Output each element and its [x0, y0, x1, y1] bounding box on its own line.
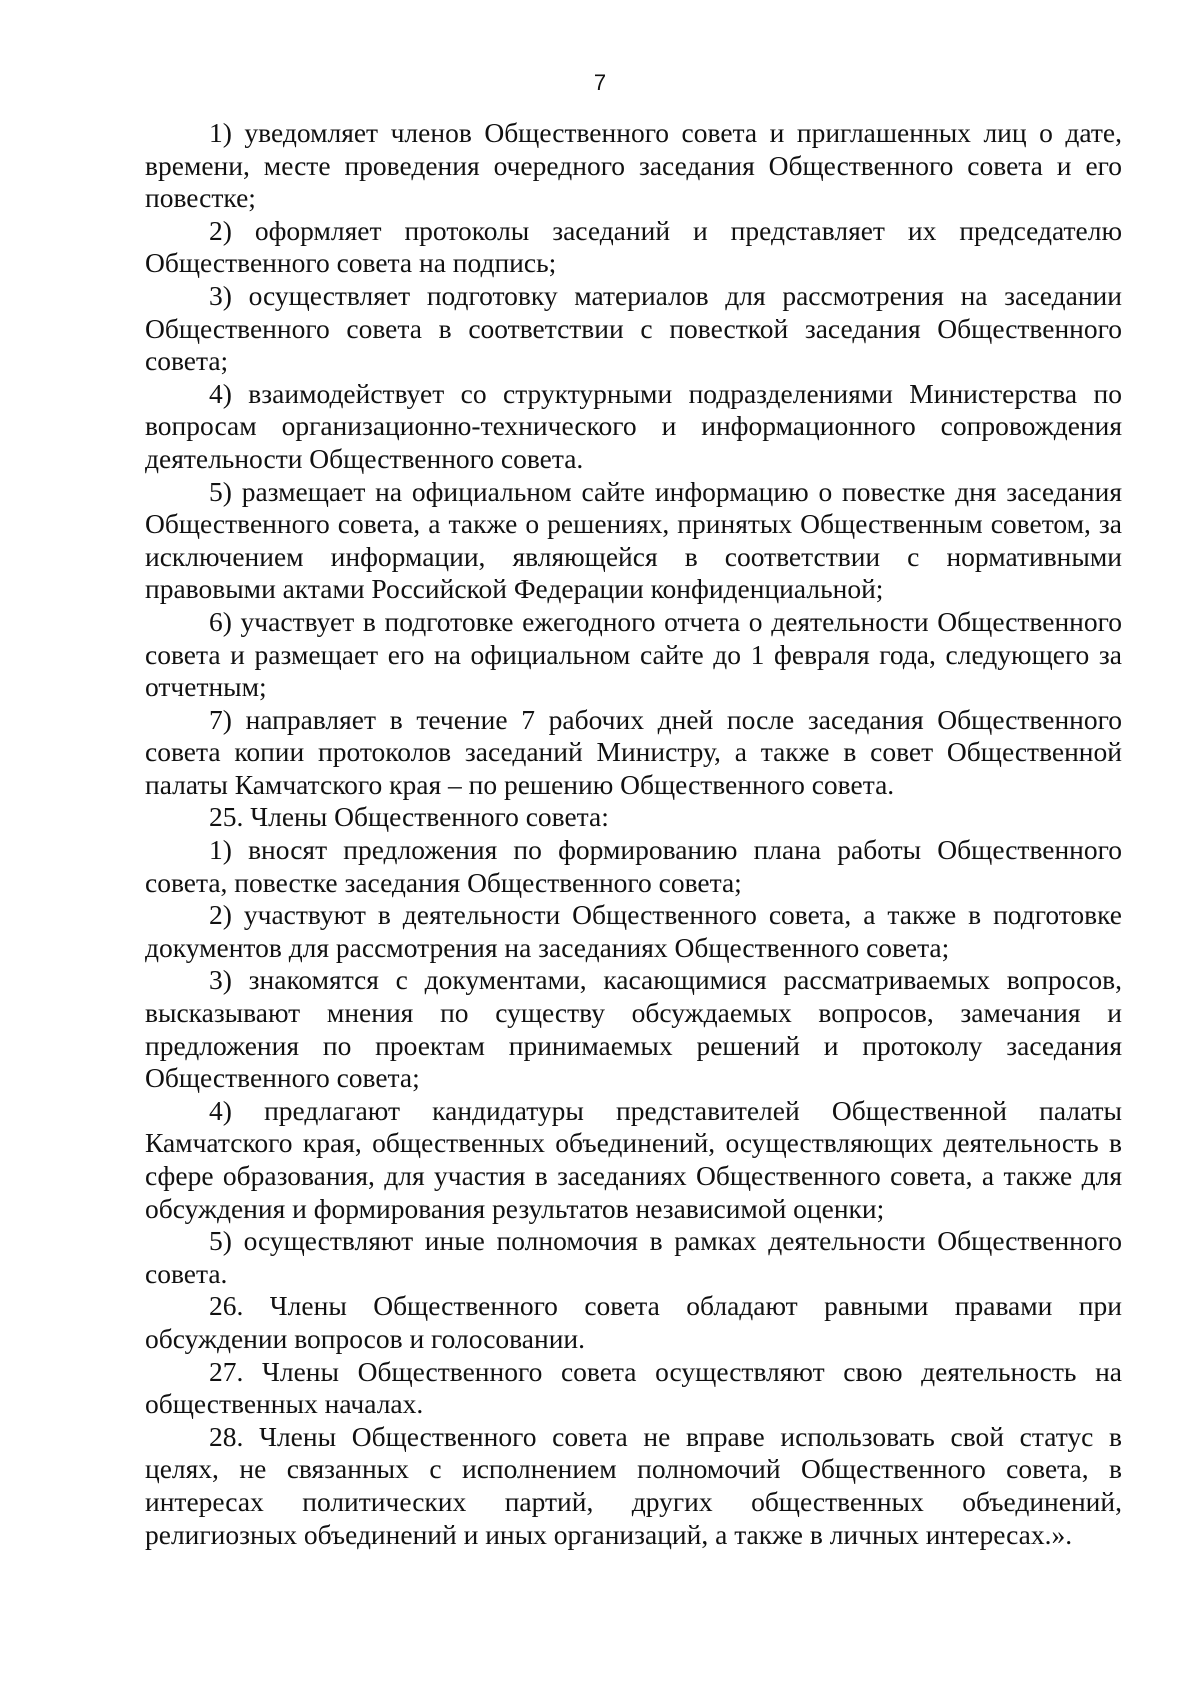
page-number: 7: [593, 70, 607, 95]
paragraph-member-right-4: 4) предлагают кандидатуры представителей Общественной палаты Камчатского края, общественных объединений, осуществляющих деятельность в сфере образования, для участия в заседаниях Общественного совета, а также для обсуждения и формирования результатов независимой оценки;: [145, 1094, 1122, 1224]
paragraph-member-right-1: 1) вносят предложения по формированию плана работы Общественного совета, повестке заседания Общественного совета;: [145, 834, 1122, 898]
paragraph-secretary-duty-1: 1) уведомляет членов Общественного совета и приглашенных лиц о дате, времени, месте проведения очередного заседания Общественного совета и его повестке;: [145, 117, 1122, 214]
paragraph-secretary-duty-3: 3) осуществляет подготовку материалов для рассмотрения на заседании Общественного совета в соответствии с повесткой заседания Общественного совета;: [145, 279, 1122, 377]
paragraph-secretary-duty-4: 4) взаимодействует со структурными подразделениями Министерства по вопросам организационно-технического и информационного сопровождения деятельности Общественного совета.: [145, 377, 1122, 474]
paragraph-secretary-duty-5: 5) размещает на официальном сайте информацию о повестке дня заседания Общественного совета, а также о решениях, принятых Общественным советом, за исключением информации, являющейся в соответствии с нормативными правовыми актами Российской Федерации конфиденциальной;: [145, 475, 1122, 605]
document-body: [145, 117, 1122, 1551]
paragraph-section-28: 28. Члены Общественного совета не вправе использовать свой статус в целях, не связанных с исполнением полномочий Общественного совета, в интересах политических партий, других общественных объединений, религиозных объединений и иных организаций, а также в личных интересах.».: [145, 1420, 1122, 1550]
paragraph-section-26: 26. Члены Общественного совета обладают равными правами при обсуждении вопросов и голосовании.: [145, 1290, 1122, 1354]
paragraph-secretary-duty-2: 2) оформляет протоколы заседаний и представляет их председателю Общественного совета на подпись;: [145, 214, 1122, 279]
paragraph-member-right-3: 3) знакомятся с документами, касающимися рассматриваемых вопросов, высказывают мнения по существу обсуждаемых вопросов, замечания и предложения по проектам принимаемых решений и протоколу заседания Общественного совета;: [145, 964, 1122, 1094]
paragraph-secretary-duty-6: 6) участвует в подготовке ежегодного отчета о деятельности Общественного совета и размещает его на официальном сайте до 1 февраля года, следующего за отчетным;: [145, 605, 1122, 703]
paragraph-member-right-5: 5) осуществляют иные полномочия в рамках деятельности Общественного совета.: [145, 1225, 1122, 1289]
paragraph-member-right-2: 2) участвуют в деятельности Общественного совета, а также в подготовке документов для рассмотрения на заседаниях Общественного совета;: [145, 899, 1122, 963]
paragraph-secretary-duty-7: 7) направляет в течение 7 рабочих дней после заседания Общественного совета копии протоколов заседаний Министру, а также в совет Общественной палаты Камчатского края – по решению Общественного совета.: [145, 703, 1122, 800]
paragraph-section-27: 27. Члены Общественного совета осуществляют свою деятельность на общественных началах.: [145, 1355, 1122, 1420]
paragraph-section-25-heading: 25. Члены Общественного совета:: [209, 801, 609, 833]
